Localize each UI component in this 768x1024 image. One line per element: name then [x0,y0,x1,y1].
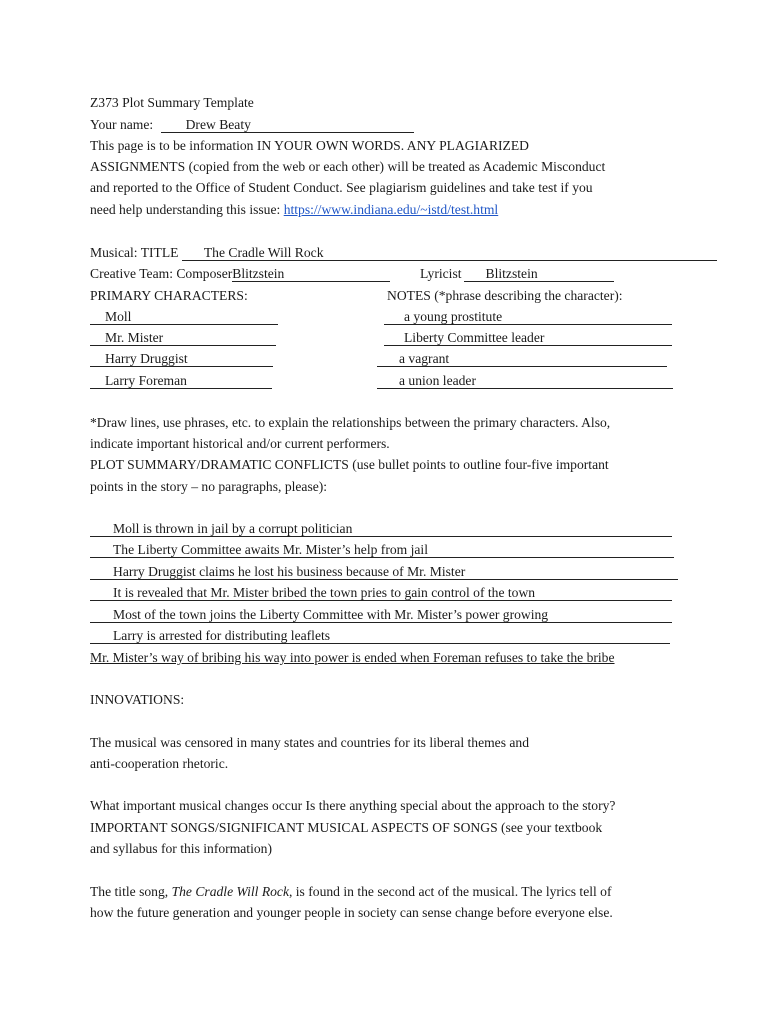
intro-line-1: This page is to be information IN YOUR OWN WORDS. ANY PLAGIARIZED [90,138,529,153]
character-name-3-text: Harry Druggist [105,351,188,366]
plot-point-3 [90,564,678,580]
plot-summary-header: PLOT SUMMARY/DRAMATIC CONFLICTS (use bullet points to outline four-five important [90,457,609,472]
character-note-1 [384,309,672,325]
name-label: Your name: [90,117,154,132]
innovations-header: INNOVATIONS: [90,692,185,707]
character-name-2-text: Mr. Mister [105,330,164,345]
songs-post-text: , is found in the second act of the musical. The lyrics tell of [288,884,612,899]
innovations-line-2: anti-cooperation rhetoric. [90,756,229,771]
intro-line-4-text: need help understanding this issue: [90,202,281,217]
plot-summary-instructions: points in the story – no paragraphs, please): [90,479,328,494]
plot-point-1 [90,521,672,537]
song-title: The Cradle Will Rock [171,884,289,899]
character-note-1-text: a young prostitute [404,309,503,324]
character-name-2 [90,330,276,346]
name-value: Drew Beaty [185,117,251,132]
notes-header: NOTES (*phrase describing the character): [387,288,623,303]
character-note-2-text: Liberty Committee leader [404,330,545,345]
document-title: Z373 Plot Summary Template [90,95,254,110]
character-note-3-text: a vagrant [399,351,450,366]
lyricist-value: Blitzstein [485,266,538,281]
songs-line-2: how the future generation and younger people in society can sense change before everyone else. [90,905,613,920]
character-name-3 [90,351,273,367]
intro-line-2: ASSIGNMENTS (copied from the web or each other) will be treated as Academic Misconduct [90,159,606,174]
character-note-4-text: a union leader [399,373,476,388]
important-songs-header: IMPORTANT SONGS/SIGNIFICANT MUSICAL ASPECTS OF SONGS (see your textbook [90,820,603,835]
character-note-3 [377,351,667,367]
instructions-line-2: indicate important historical and/or current performers. [90,436,390,451]
musical-line [90,245,717,261]
character-name-4-text: Larry Foreman [105,373,187,388]
intro-line-3: and reported to the Office of Student Conduct. See plagiarism guidelines and take test if you [90,180,593,195]
character-name-1-text: Moll [105,309,132,324]
plot-point-4 [90,585,672,601]
plot-point-7: Mr. Mister’s way of bribing his way into power is ended when Foreman refuses to take the bribe [90,650,615,665]
plot-point-4-text: It is revealed that Mr. Mister bribed the town pries to gain control of the town [113,585,536,600]
musical-changes-question: What important musical changes occur Is there anything special about the approach to the story? [90,798,616,813]
character-name-1 [90,309,278,325]
composer-field [232,266,390,282]
plot-point-2-text: The Liberty Committee awaits Mr. Mister’s help from jail [113,542,428,557]
innovations-line-1: The musical was censored in many states and countries for its liberal themes and [90,735,530,750]
plagiarism-test-link[interactable]: https://www.indiana.edu/~istd/test.html [283,202,499,217]
musical-title-value: The Cradle Will Rock [203,245,324,260]
composer-label: Creative Team: Composer [90,266,233,281]
plot-point-6 [90,628,670,644]
character-name-4 [90,373,272,389]
lyricist-label: Lyricist [420,266,462,281]
plot-point-2 [90,542,674,558]
important-songs-note: and syllabus for this information) [90,841,272,856]
musical-title-field [182,245,717,261]
plot-point-3-text: Harry Druggist claims he lost his business because of Mr. Mister [113,564,466,579]
instructions-line-1: *Draw lines, use phrases, etc. to explain the relationships between the primary characters. Also, [90,415,611,430]
primary-characters-header: PRIMARY CHARACTERS: [90,288,248,303]
name-field [161,117,414,133]
songs-pre-text: The title song, [90,884,172,899]
plot-point-5 [90,607,672,623]
plot-point-5-text: Most of the town joins the Liberty Committee with Mr. Mister’s power growing [113,607,549,622]
lyricist-line [420,266,614,282]
intro-line-4 [90,202,498,218]
character-note-2 [384,330,672,346]
lyricist-field [464,266,614,282]
musical-label: Musical: TITLE [90,245,179,260]
name-line [90,117,414,133]
character-note-4 [377,373,673,389]
plot-point-6-text: Larry is arrested for distributing leaflets [113,628,331,643]
songs-line-1 [90,884,612,900]
creative-line [90,266,390,282]
plot-point-1-text: Moll is thrown in jail by a corrupt politician [113,521,353,536]
composer-value: Blitzstein [232,266,285,281]
